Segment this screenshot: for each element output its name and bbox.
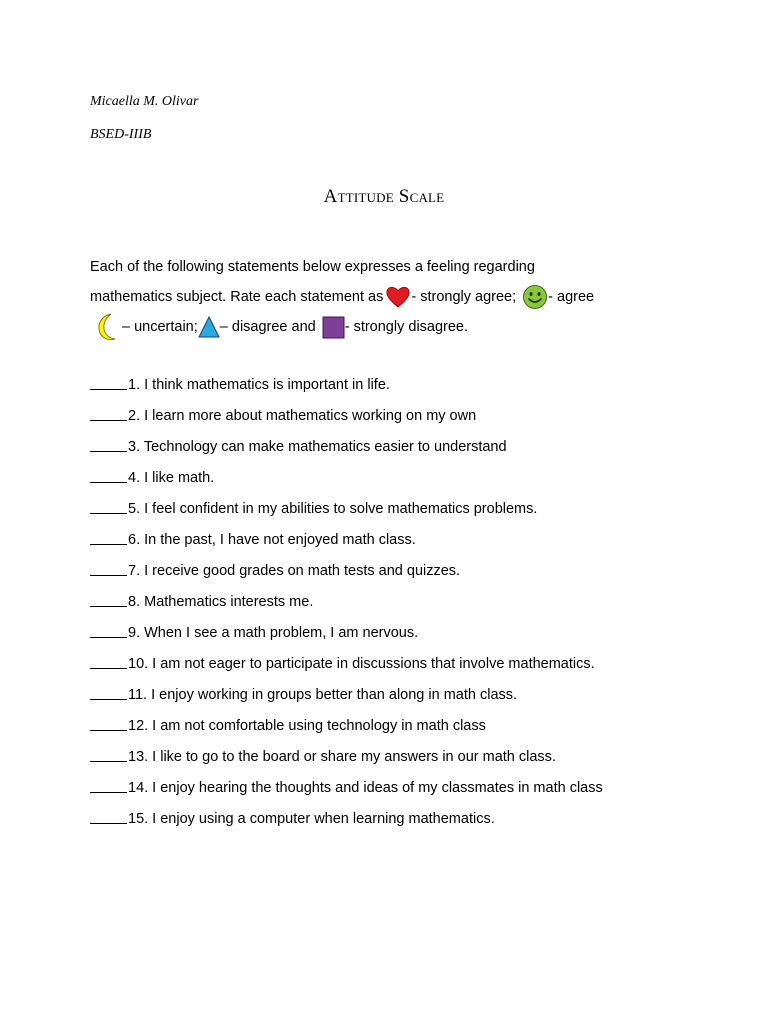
list-item [90, 374, 710, 405]
disagree-label: – disagree and [219, 319, 316, 335]
strongly-agree-label: - strongly agree; [411, 289, 517, 305]
answer-blank[interactable] [90, 374, 127, 390]
statement-text: 13. I like to go to the board or share my answers in our math class. [128, 749, 556, 765]
strongly-disagree-label: - strongly disagree. [344, 319, 469, 335]
list-item [90, 746, 710, 777]
answer-blank[interactable] [90, 498, 127, 514]
list-item [90, 436, 710, 467]
answer-blank[interactable] [90, 405, 127, 421]
statement-list [90, 374, 710, 839]
list-item [90, 622, 710, 653]
list-item [90, 653, 710, 684]
answer-blank[interactable] [90, 622, 127, 638]
list-item [90, 467, 710, 498]
statement-text: 14. I enjoy hearing the thoughts and ideas of my classmates in math class [128, 780, 603, 796]
square-icon [322, 316, 345, 339]
answer-blank[interactable] [90, 436, 127, 452]
statement-text: 3. Technology can make mathematics easier to understand [128, 439, 507, 455]
agree-label: - agree [548, 289, 595, 305]
answer-blank[interactable] [90, 529, 127, 545]
statement-text: 12. I am not comfortable using technology in math class [128, 718, 486, 734]
answer-blank[interactable] [90, 591, 127, 607]
list-item [90, 498, 710, 529]
statement-text: 5. I feel confident in my abilities to solve mathematics problems. [128, 501, 538, 517]
triangle-icon [198, 315, 220, 339]
list-item [90, 684, 710, 715]
answer-blank[interactable] [90, 684, 127, 700]
smiley-icon [522, 284, 548, 310]
answer-blank[interactable] [90, 467, 127, 483]
statement-text: 7. I receive good grades on math tests and quizzes. [128, 563, 461, 579]
instructions [90, 252, 690, 342]
uncertain-label: – uncertain; [122, 319, 198, 335]
statement-text: 1. I think mathematics is important in life. [128, 377, 390, 393]
list-item [90, 591, 710, 622]
statement-text: 6. In the past, I have not enjoyed math class. [128, 532, 416, 548]
crescent-moon-icon [94, 312, 118, 342]
instructions-line-1 [90, 252, 690, 282]
list-item [90, 715, 710, 746]
answer-blank[interactable] [90, 808, 127, 824]
answer-blank[interactable] [90, 715, 127, 731]
heart-icon [385, 284, 411, 310]
instructions-text-2: mathematics subject. Rate each statement as [90, 289, 384, 305]
list-item [90, 405, 710, 436]
instructions-line-3 [90, 312, 690, 342]
instructions-text-1: Each of the following statements below expresses a feeling regarding [90, 259, 535, 275]
statement-text: 11. I enjoy working in groups better than along in math class. [128, 687, 518, 703]
statement-text: 10. I am not eager to participate in discussions that involve mathematics. [128, 656, 595, 672]
statement-text: 15. I enjoy using a computer when learning mathematics. [128, 811, 495, 827]
list-item [90, 560, 710, 591]
list-item [90, 777, 710, 808]
statement-text: 8. Mathematics interests me. [128, 594, 314, 610]
author-section: BSED-IIIB [90, 127, 152, 142]
answer-blank[interactable] [90, 777, 127, 793]
answer-blank[interactable] [90, 746, 127, 762]
page-title: Attitude Scale [323, 186, 445, 207]
statement-text: 2. I learn more about mathematics working on my own [128, 408, 477, 424]
author-name: Micaella M. Olivar [90, 94, 199, 109]
answer-blank[interactable] [90, 653, 127, 669]
list-item [90, 808, 710, 839]
answer-blank[interactable] [90, 560, 127, 576]
statement-text: 4. I like math. [128, 470, 215, 486]
statement-text: 9. When I see a math problem, I am nervous. [128, 625, 419, 641]
list-item [90, 529, 710, 560]
instructions-line-2 [90, 282, 690, 312]
